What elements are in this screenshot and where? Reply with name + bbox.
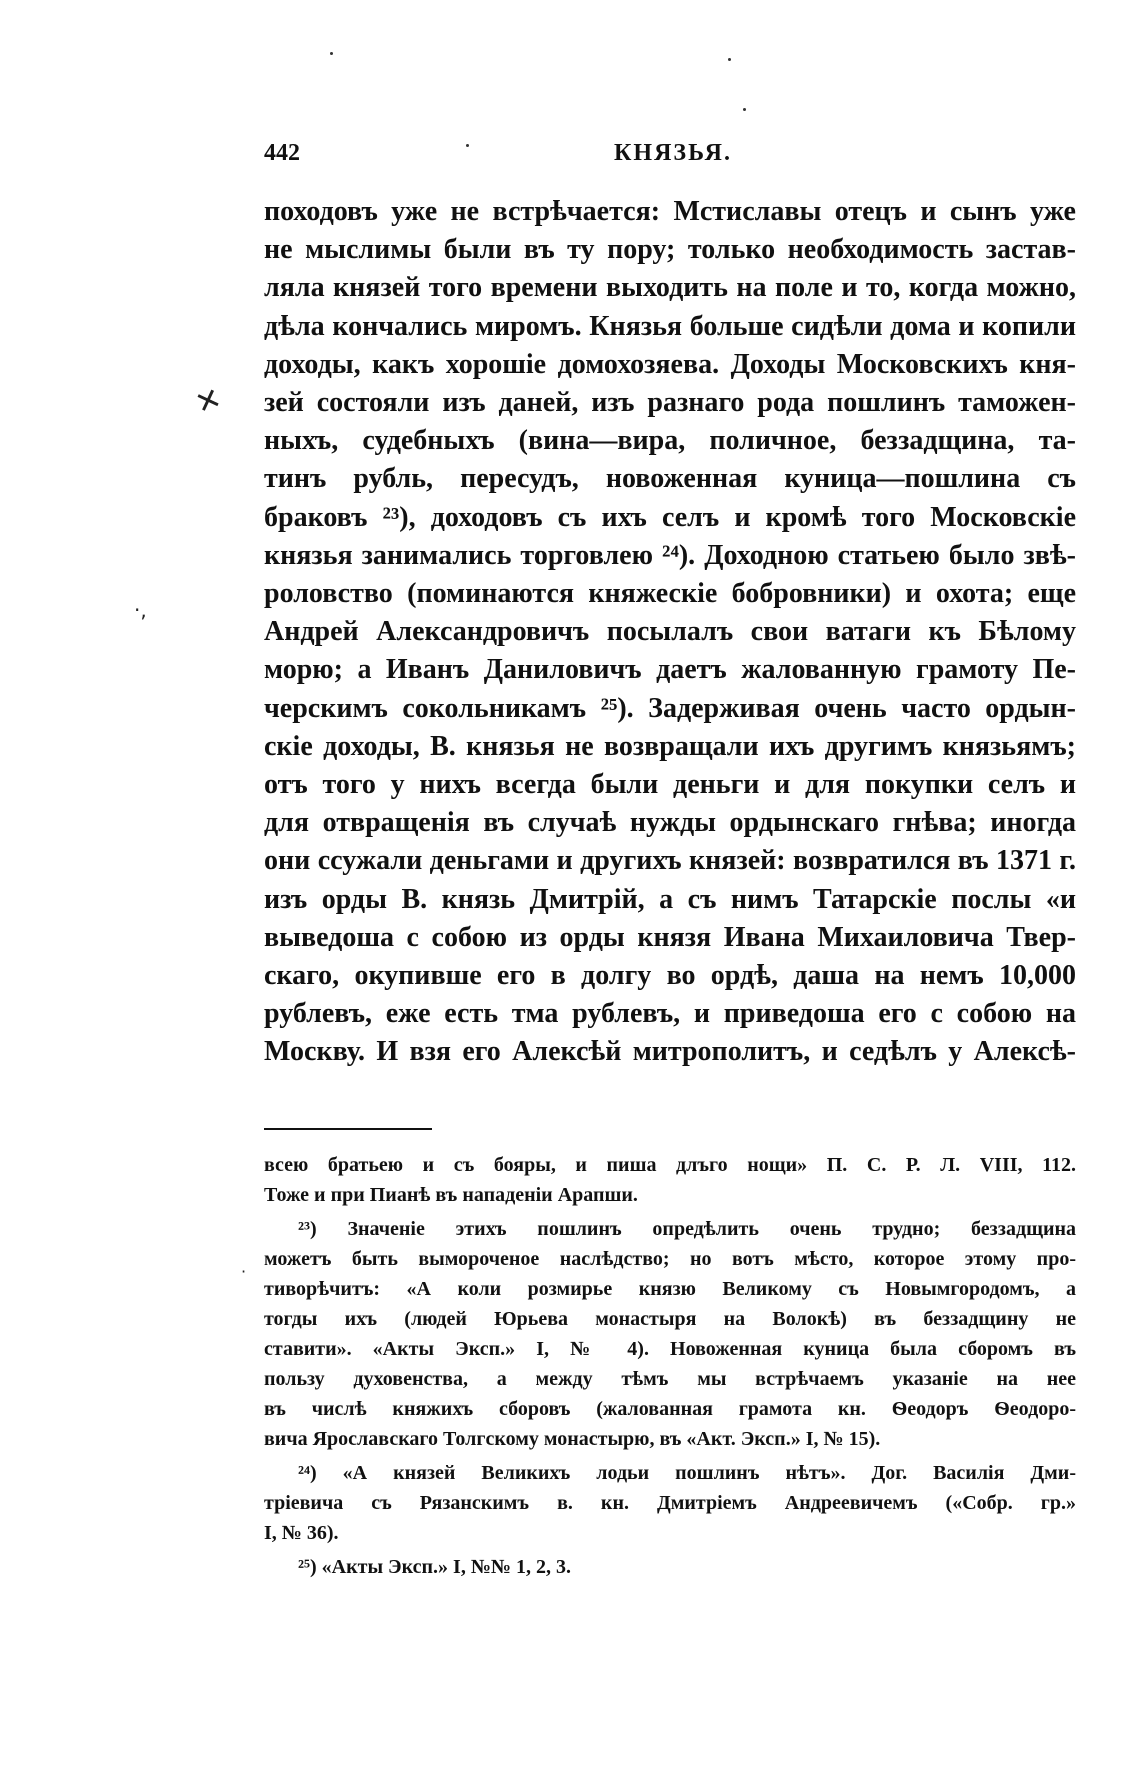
page-header: [264, 140, 1074, 180]
body-line: скаго, окупивше его в долгу во ордѣ, даша на немъ 10,000: [264, 960, 1076, 992]
body-line: они ссужали деньгами и другихъ князей: возвратился въ 1371 г.: [264, 845, 1076, 877]
body-line: черскимъ сокольникамъ ²⁵). Задерживая очень часто ордын-: [264, 692, 1076, 724]
running-title: КНЯЗЬЯ.: [614, 140, 732, 166]
body-line: браковъ ²³), доходовъ съ ихъ селъ и кромѣ того Московскіе: [264, 501, 1076, 533]
footnote-24-line: I, № 36).: [264, 1522, 339, 1544]
body-line: ляла князей того времени выходить на поле и то, когда можно,: [264, 272, 1076, 304]
footnote-continued-line: всею братьею и съ бояры, и пиша длъго нощи» П. С. Р. Л. VIII, 112.: [264, 1154, 1076, 1176]
footnote-23-line: ставити». «Акты Эксп.» I, № 4). Новоженная куница была сборомъ въ: [264, 1338, 1076, 1360]
body-line: рублевъ, еже есть тма рублевъ, и приведоша его с собою на: [264, 998, 1076, 1030]
footnote-23-line: пользу духовенства, а между тѣмъ мы встрѣчаемъ указаніе на нее: [264, 1368, 1076, 1390]
page-speck: [466, 144, 469, 147]
body-line: для отвращенія въ случаѣ нужды ордынскаго гнѣва; иногда: [264, 807, 1076, 839]
footnote-24-line: ²⁴) «А князей Великихъ лодьи пошлинъ нѣтъ». Дог. Василія Дми-: [298, 1462, 1076, 1484]
body-line: не мыслимы были въ ту пору; только необходимость застав-: [264, 234, 1076, 266]
footnotes: [264, 1150, 1076, 1582]
body-line: ныхъ, судебныхъ (вина—вира, поличное, беззадщина, та-: [264, 425, 1076, 457]
page-speck: [330, 52, 333, 55]
body-line: роловство (поминаются княжескіе бобровники) и охота; еще: [264, 578, 1076, 610]
page-speck: [728, 58, 731, 61]
body-line: изъ орды В. князь Дмитрій, а съ нимъ Татарскіе послы «и: [264, 883, 1076, 915]
body-line: зей состояли изъ даней, изъ разнаго рода пошлинъ таможен-: [264, 387, 1076, 419]
footnote-continued-line: Тоже и при Пианѣ въ нападеніи Арапши.: [264, 1184, 638, 1206]
footnote-25-line: ²⁵) «Акты Эксп.» I, №№ 1, 2, 3.: [298, 1556, 572, 1578]
body-line: тинъ рубль, пересудъ, новоженная куница—пошлина съ: [264, 463, 1076, 495]
body-line: морю; а Иванъ Даниловичъ даетъ жалованную грамоту Пе-: [264, 654, 1076, 686]
page-number: 442: [264, 140, 300, 166]
body-text: [264, 193, 1076, 1072]
footnote-24-line: тріевича съ Рязанскимъ в. кн. Дмитріемъ Андреевичемъ («Собр. гр.»: [264, 1492, 1076, 1514]
body-line: князья занимались торговлею ²⁴). Доходною статьею было звѣ-: [264, 539, 1076, 571]
footnote-23-line: можетъ быть вымороченое наслѣдство; но вотъ мѣсто, которое этому про-: [264, 1248, 1076, 1270]
page-speck: [743, 108, 746, 111]
body-line: походовъ уже не встрѣчается: Мстиславы отецъ и сынъ уже: [264, 196, 1076, 227]
margin-dot: ·: [241, 1262, 247, 1281]
body-line: доходы, какъ хорошіе домохозяева. Доходы Московскихъ кня-: [264, 348, 1076, 380]
body-line: Андрей Александровичъ посылалъ свои ватаги къ Бѣлому: [264, 616, 1076, 648]
footnote-23-line: вича Ярославскаго Толгскому монастырю, въ «Акт. Эксп.» I, № 15).: [264, 1428, 881, 1450]
margin-x-mark: ✕: [190, 380, 227, 423]
footnote-23-line: ²³) Значеніе этихъ пошлинъ опредѣлить очень трудно; беззадщина: [298, 1218, 1076, 1240]
footnote-23-line: тогды ихъ (людей Юрьева монастыря на Волокѣ) въ беззадщину не: [264, 1308, 1076, 1330]
body-line: отъ того у нихъ всегда были деньги и для покупки селъ и: [264, 769, 1076, 801]
footnote-rule: [264, 1128, 432, 1130]
body-line: выведоша с собою из орды князя Ивана Михаиловича Твер-: [264, 921, 1076, 953]
margin-mark: ·,: [134, 598, 147, 622]
footnote-23-line: въ числѣ княжихъ сборовъ (жалованная грамота кн. Ѳеодоръ Ѳеодоро-: [264, 1398, 1076, 1420]
body-line: Москву. И взя его Алексѣй митрополитъ, и седѣлъ у Алексѣ-: [264, 1036, 1076, 1068]
body-line: скіе доходы, В. князья не возвращали ихъ другимъ князьямъ;: [264, 730, 1076, 762]
footnote-23-line: тиворѣчитъ: «А коли розмирье князю Великому съ Новымгородомъ, а: [264, 1278, 1076, 1300]
body-line: дѣла кончались миромъ. Князья больше сидѣли дома и копили: [264, 310, 1076, 342]
